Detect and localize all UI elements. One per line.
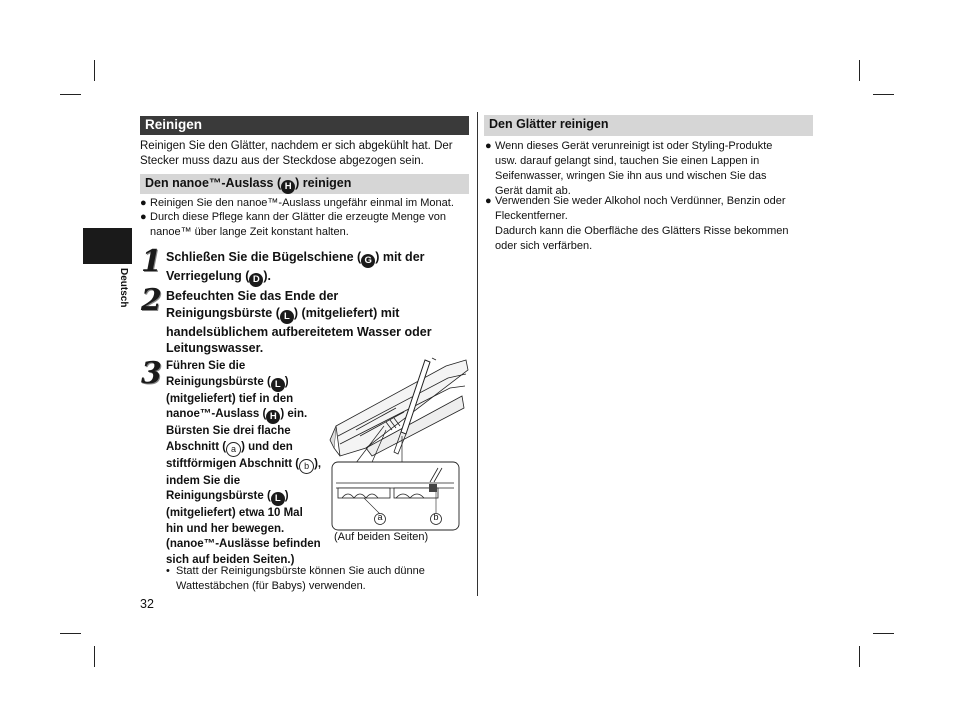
intro-line: Reinigen Sie den Glätter, nachdem er sich abgekühlt hat. Der	[140, 140, 453, 152]
bullet-text: Seifenwasser, wringen Sie ihn aus und wischen Sie das	[495, 170, 767, 182]
step-text: stiftförmigen Abschnitt (	[166, 457, 300, 470]
crop-mark	[859, 60, 860, 81]
subsection-prefix: Den nanoe™-Auslass (	[145, 176, 282, 190]
bullet-dot: ●	[140, 211, 147, 223]
step-text: Reinigungsbürste (	[166, 375, 271, 388]
section-title-glaetter-reinigen: Den Glätter reinigen	[484, 115, 813, 136]
column-divider	[477, 112, 478, 596]
intro-line: Stecker muss dazu aus der Steckdose abgezogen sein.	[140, 155, 424, 167]
badge-d-icon: D	[249, 273, 263, 287]
section-title-reinigen: Reinigen	[140, 116, 469, 135]
crop-mark	[94, 60, 95, 81]
step-text: Reinigungsbürste (	[166, 305, 280, 320]
language-tab	[83, 228, 132, 264]
note-text: Wattestäbchen (für Babys) verwenden.	[176, 580, 366, 592]
step-text: ) mit der	[375, 250, 425, 264]
step-text: (mitgeliefert) etwa 10 Mal	[166, 507, 303, 519]
step-text: indem Sie die	[166, 474, 241, 487]
step-text: sich auf beiden Seiten.)	[166, 553, 295, 566]
figure-label-a: a	[377, 512, 383, 522]
step-text: ) und den	[241, 440, 293, 453]
badge-l-icon: L	[280, 310, 294, 324]
step-text: Führen Sie die	[166, 360, 246, 372]
cleaning-illustration	[326, 356, 471, 536]
crop-mark	[94, 646, 95, 667]
step-text: Abschnitt (	[166, 440, 227, 453]
note-item	[166, 564, 471, 596]
badge-g-icon: G	[361, 254, 375, 268]
figure-label-b: b	[433, 512, 439, 522]
step-text: Leitungswasser.	[166, 341, 264, 355]
bullet-dot: ●	[140, 197, 147, 209]
step-text: Befeuchten Sie das Ende der	[166, 289, 339, 303]
step-text: ) (mitgeliefert) mit	[293, 305, 400, 320]
badge-a-icon: a	[226, 442, 241, 457]
badge-b-icon: b	[299, 459, 314, 474]
bullet-dot: ●	[485, 140, 492, 152]
step-text: Reinigungsbürste (	[166, 490, 271, 502]
badge-l-icon: L	[271, 378, 285, 392]
crop-mark	[859, 646, 860, 667]
crop-mark	[60, 94, 81, 95]
list-item	[140, 210, 475, 242]
bullet-text: Reinigen Sie den nanoe™-Auslass ungefähr einmal im Monat.	[150, 197, 454, 209]
bullet-text: Durch diese Pflege kann der Glätter die erzeugte Menge von	[150, 211, 446, 223]
step-text: ).	[263, 269, 271, 283]
bullet-text: oder sich verfärben.	[495, 240, 593, 252]
subsection-nanoe-outlet	[140, 174, 469, 194]
crop-mark	[873, 633, 894, 634]
step-number-2: 2	[141, 283, 162, 318]
step-text: ),	[314, 457, 322, 470]
step-text: )	[284, 490, 289, 502]
bullet-text: Gerät damit ab.	[495, 185, 571, 197]
step-2-text	[166, 288, 471, 357]
straightener-drawing	[330, 358, 468, 456]
crop-mark	[873, 94, 894, 95]
step-text: hin und her bewegen.	[166, 522, 285, 535]
figure-caption: (Auf beiden Seiten)	[334, 531, 429, 543]
badge-l-icon: L	[271, 492, 285, 506]
step-text: nanoe™-Auslass (	[166, 408, 267, 420]
page-number: 32	[140, 597, 154, 611]
list-item	[485, 139, 815, 199]
intro-paragraph	[140, 139, 475, 169]
bullet-text: Wenn dieses Gerät verunreinigt ist oder Styling-Produkte	[495, 140, 773, 152]
bullet-text: Fleckentferner.	[495, 210, 568, 222]
language-label: Deutsch	[118, 268, 129, 308]
step-1-text	[166, 249, 471, 287]
note-text: Statt der Reinigungsbürste können Sie auch dünne	[176, 565, 425, 577]
step-text: (mitgeliefert) tief in den	[166, 392, 294, 405]
step-text: Bürsten Sie drei flache	[166, 425, 291, 437]
bullet-dot: ●	[485, 195, 492, 207]
bullet-text: usw. darauf gelangt sind, tauchen Sie einen Lappen in	[495, 155, 760, 167]
step-text: )	[284, 375, 289, 388]
step-text: handelsüblichem aufbereitetem Wasser oder	[166, 324, 432, 339]
step-text: Verriegelung (	[166, 269, 250, 283]
bullet-text: Dadurch kann die Oberfläche des Glätters Risse bekommen	[495, 225, 789, 237]
step-text: ) ein.	[280, 408, 308, 420]
subsection-suffix: ) reinigen	[295, 176, 352, 190]
list-item	[485, 194, 815, 254]
crop-mark	[60, 633, 81, 634]
step-text: Schließen Sie die Bügelschiene (	[166, 250, 362, 264]
bullet-text: nanoe™ über lange Zeit konstant halten.	[150, 226, 349, 238]
step-3-text	[166, 359, 336, 568]
step-text: (nanoe™-Auslässe befinden	[166, 538, 321, 550]
step-number-1: 1	[141, 244, 162, 279]
bullet-text: Verwenden Sie weder Alkohol noch Verdünner, Benzin oder	[495, 195, 786, 207]
badge-h-icon: H	[266, 410, 280, 424]
step-number-3: 3	[141, 356, 162, 391]
bullet-dot: •	[166, 565, 170, 577]
badge-h-icon: H	[281, 180, 295, 194]
